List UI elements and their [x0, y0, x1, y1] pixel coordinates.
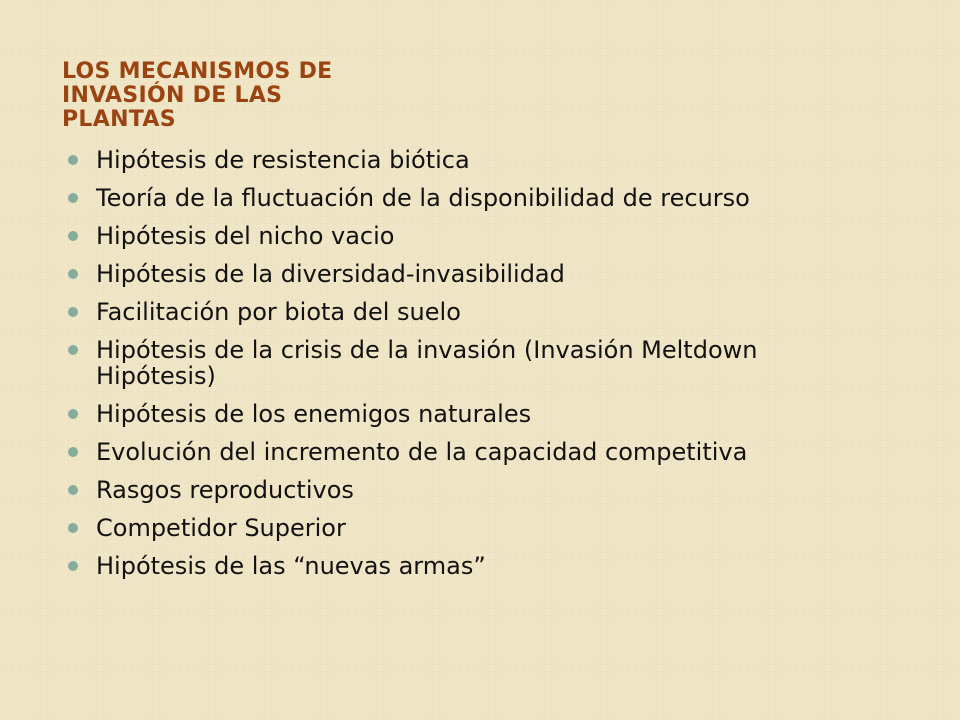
- bullet-item: [0, 477, 900, 503]
- bullet-text: Hipótesis de las “nuevas armas”: [96, 552, 486, 580]
- slide-title-line: INVASIÓN DE LAS: [62, 83, 283, 108]
- bullet-dot-icon: [68, 155, 78, 165]
- slide-title: [62, 60, 462, 132]
- bullet-dot-icon: [68, 447, 78, 457]
- bullet-dot-icon: [68, 231, 78, 241]
- bullet-item: [0, 553, 900, 579]
- bullet-item: [0, 515, 900, 541]
- bullet-item: [0, 185, 900, 211]
- bullet-text: Rasgos reproductivos: [96, 476, 354, 504]
- bullet-list: [0, 147, 900, 591]
- bullet-item: [0, 261, 900, 287]
- bullet-dot-icon: [68, 345, 78, 355]
- bullet-item: [0, 439, 900, 465]
- bullet-item: [0, 147, 900, 173]
- bullet-item: [0, 337, 900, 389]
- bullet-text: Facilitación por biota del suelo: [96, 298, 461, 326]
- bullet-item: [0, 223, 900, 249]
- bullet-dot-icon: [68, 561, 78, 571]
- bullet-dot-icon: [68, 269, 78, 279]
- bullet-dot-icon: [68, 409, 78, 419]
- slide-title-line: LOS MECANISMOS DE: [62, 59, 333, 84]
- bullet-item: [0, 299, 900, 325]
- bullet-item: [0, 401, 900, 427]
- bullet-text: Hipótesis de los enemigos naturales: [96, 400, 532, 428]
- bullet-text: Hipótesis del nicho vacio: [96, 222, 395, 250]
- bullet-dot-icon: [68, 193, 78, 203]
- bullet-text: Hipótesis de resistencia biótica: [96, 146, 470, 174]
- bullet-text: Teoría de la fluctuación de la disponibilidad de recurso: [96, 184, 750, 212]
- bullet-text: Competidor Superior: [96, 514, 346, 542]
- bullet-dot-icon: [68, 485, 78, 495]
- slide-title-line: PLANTAS: [62, 107, 176, 132]
- bullet-text: Hipótesis de la diversidad-invasibilidad: [96, 260, 565, 288]
- bullet-text-continuation: Hipótesis): [96, 362, 216, 390]
- bullet-text: Evolución del incremento de la capacidad competitiva: [96, 438, 748, 466]
- bullet-dot-icon: [68, 523, 78, 533]
- bullet-text: Hipótesis de la crisis de la invasión (Invasión Meltdown: [96, 336, 758, 364]
- bullet-dot-icon: [68, 307, 78, 317]
